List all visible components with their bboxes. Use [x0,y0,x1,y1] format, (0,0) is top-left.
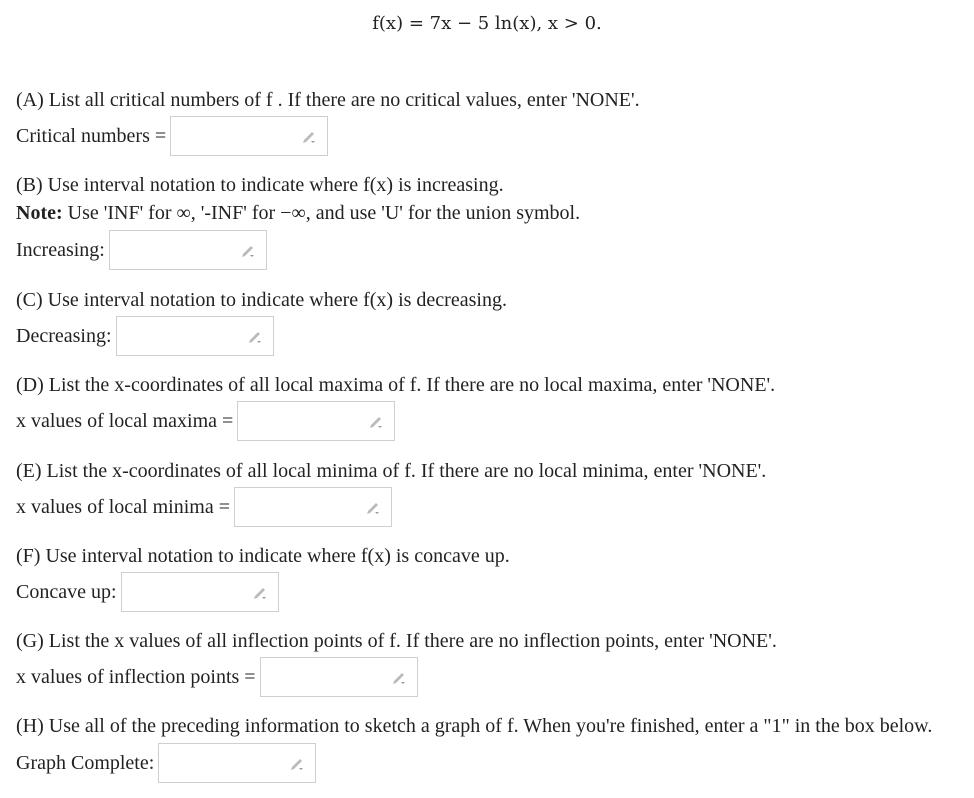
question-a: (A) List all critical numbers of f . If there are no critical values, enter 'NONE'. [16,89,640,111]
note-label: Note: [16,202,63,224]
graph-complete-input[interactable] [165,745,289,783]
concave-up-input[interactable] [128,574,252,612]
pencil-icon[interactable] [247,328,263,344]
decreasing-field[interactable] [116,316,274,356]
local-minima-field[interactable] [234,487,392,527]
answer-row-c [16,316,274,356]
inflection-points-input[interactable] [267,659,391,697]
answer-row-b [16,230,267,270]
answer-row-g [16,657,418,697]
pencil-icon[interactable] [240,242,256,258]
decreasing-input[interactable] [123,318,247,356]
local-minima-label: x values of local minima = [16,495,231,518]
local-maxima-field[interactable] [237,401,395,441]
answer-row-a [16,116,328,156]
concave-up-field[interactable] [121,572,279,612]
question-e: (E) List the x-coordinates of all local minima of f. If there are no local minima, enter 'NONE'. [16,460,767,482]
pencil-icon[interactable] [368,413,384,429]
local-maxima-input[interactable] [244,403,368,441]
pencil-icon[interactable] [252,584,268,600]
critical-numbers-field[interactable] [170,116,328,156]
increasing-input[interactable] [116,232,240,270]
local-maxima-label: x values of local maxima = [16,409,234,432]
question-c: (C) Use interval notation to indicate where f(x) is decreasing. [16,289,507,311]
answer-row-f [16,572,279,612]
increasing-field[interactable] [109,230,267,270]
pencil-icon[interactable] [301,128,317,144]
inflection-points-field[interactable] [260,657,418,697]
decreasing-label: Decreasing: [16,324,112,347]
pencil-icon[interactable] [391,669,407,685]
answer-row-h [16,743,316,783]
question-d: (D) List the x-coordinates of all local maxima of f. If there are no local maxima, enter 'NONE'. [16,374,776,396]
question-g: (G) List the x values of all inflection points of f. If there are no inflection points, enter 'NONE'. [16,630,777,652]
function-formula: f(x) = 7x − 5 ln(x), x > 0. [372,13,602,34]
critical-numbers-input[interactable] [177,118,301,156]
answer-row-e [16,487,392,527]
pencil-icon[interactable] [289,755,305,771]
question-b: (B) Use interval notation to indicate where f(x) is increasing. [16,174,504,196]
local-minima-input[interactable] [241,489,365,527]
note-text: Use 'INF' for ∞, '-INF' for −∞, and use 'U' for the union symbol. [62,202,581,224]
inflection-points-label: x values of inflection points = [16,665,256,688]
graph-complete-field[interactable] [158,743,316,783]
pencil-icon[interactable] [365,499,381,515]
question-f: (F) Use interval notation to indicate where f(x) is concave up. [16,545,510,567]
concave-up-label: Concave up: [16,580,117,603]
question-b-note [16,199,580,227]
critical-numbers-label: Critical numbers = [16,124,167,147]
increasing-label: Increasing: [16,238,105,261]
graph-complete-label: Graph Complete: [16,751,155,774]
answer-row-d [16,401,395,441]
question-h: (H) Use all of the preceding information to sketch a graph of f. When you're finished, enter a "1" in the box below. [16,715,933,737]
